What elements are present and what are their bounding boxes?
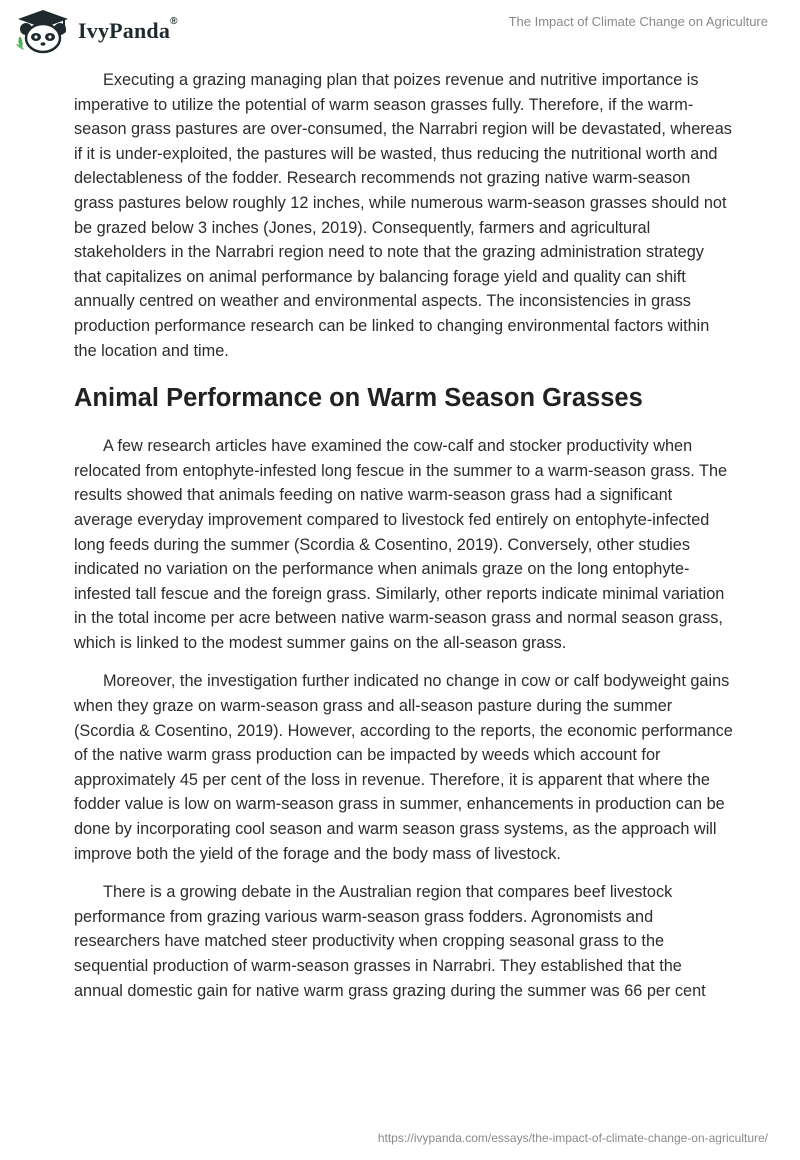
registered-mark: ® <box>170 16 178 27</box>
page-header <box>0 0 800 60</box>
brand-wordmark: IvyPanda <box>78 18 171 43</box>
brand-logo[interactable] <box>14 8 178 54</box>
panda-logo-icon <box>14 8 72 54</box>
paragraph-australian-debate: There is a growing debate in the Australian region that compares beef livestock performance from grazing various warm-season grass fodders. Agronomists and researchers have matched steer productivity when cropping seasonal grass to the sequential production of warm-season grasses in Narrabri. They established that the annual domestic gain for native warm grass grazing during the summer was 66 per cent <box>74 883 706 1000</box>
section-heading: Animal Performance on Warm Season Grasses <box>74 384 643 413</box>
source-url[interactable]: https://ivypanda.com/essays/the-impact-of-climate-change-on-agriculture/ <box>377 1131 768 1145</box>
document-title: The Impact of Climate Change on Agriculture <box>508 14 768 29</box>
paragraph-research-articles: A few research articles have examined the cow-calf and stocker productivity when relocated from entophyte-infested long fescue in the summer to a warm-season grass. The results showed that animals feeding on native warm-season grass had a significant average everyday improvement compared to livestock fed entirely on entophyte-infected long feeds during the summer (Scordia & Cosentino, 2019). Conversely, other studies indicated no variation on the performance when animals graze on the long entophyte-infested tall fescue and the foreign grass. Similarly, other reports indicate minimal variation in the total income per acre between native warm-season grass and normal season grass, which is linked to the modest summer gains on the all-season grass. <box>74 437 728 652</box>
paragraph-grazing-plan: Executing a grazing managing plan that poizes revenue and nutritive importance is imperative to utilize the potential of warm season grasses fully. Therefore, if the warm-season grass pastures are over-consumed, the Narrabri region will be devastated, whereas if it is under-exploited, the pastures will be wasted, thus reducing the nutritional worth and delectableness of the fodder. Research recommends not grazing native warm-season grass pastures below roughly 12 inches, while numerous warm-season grasses should not be grazed below 3 inches (Jones, 2019). Consequently, farmers and agricultural stakeholders in the Narrabri region need to note that the grazing administration strategy that capitalizes on animal performance by balancing forage yield and quality can shift annually centred on weather and environmental aspects. The inconsistencies in grass production performance research can be linked to changing environmental factors within the location and time. <box>74 71 732 360</box>
brand-name <box>78 18 178 44</box>
essay-body <box>74 68 734 1017</box>
paragraph-bodyweight-gains: Moreover, the investigation further indicated no change in cow or calf bodyweight gains when they graze on warm-season grass and all-season pasture during the summer (Scordia & Cosentino, 2019). However, according to the reports, the economic performance of the native warm grass production can be impacted by weeds which account for approximately 45 per cent of the loss in revenue. Therefore, it is apparent that where the fodder value is low on warm-season grass in summer, enhancements in production can be done by incorporating cool season and warm season grass systems, as the approach will improve both the yield of the forage and the body mass of livestock. <box>74 672 733 863</box>
